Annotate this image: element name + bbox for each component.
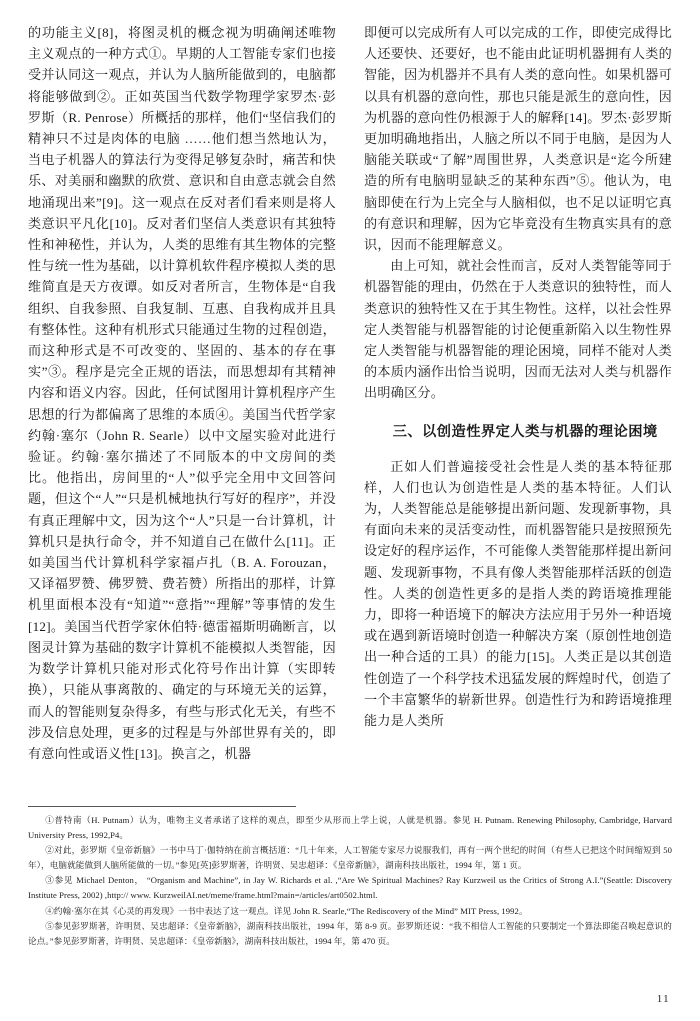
section-heading: 三、以创造性界定人类与机器的理论困境 xyxy=(392,423,658,440)
paragraph-section-opening: 正如人们普遍接受社会性是人类的基本特征那样，人们也认为创造性是人类的基本特征。人们认为，人类智能总是能够提出新问题、发现新事物，具有面向未来的灵活变动性，而机器智能只是按照预先设定好的程序运作，不可能像人类智能那样提出新问题、发现新事物，不具有像人类智能那样活跃的创造性。人类的创造性更多的是指人类的跨语境推理能力，即将一种语境下的解决方法应用于另外一种语境或在遇到新语境时创造一种解决方案（原创性地创造出一种合适的工具）的能力[15]。人类正是以其创造性创造了一个科学技术迅猛发展的辉煌时代，创造了一个丰富繁华的崭新世界。创造性行为和跨语境推理能力是人类所 xyxy=(364,458,672,729)
left-column xyxy=(28,22,336,792)
footnote-item: ⑤参见彭罗斯著，许明贤、吴忠超译：《皇帝新脑》，湖南科技出版社，1994 年，第 8-9 页。彭罗斯还说：“我不相信人工智能的只要制定一个算法即能召唤起意识的论点。”参见彭罗斯著，许明贤、吴忠超译：《皇帝新脑》，湖南科技出版社，1994 年，第 470 页。 xyxy=(28,921,672,946)
footnote-item: ②对此，彭罗斯《皇帝新脑》一书中马丁·伽特纳在前言概括道：“几十年来，人工智能专家尽力说服我们，再有一两个世纪的时间（有些人已把这个时间缩短到 50 年），电脑就能做到人脑所能做的一切。”参见[英]彭罗斯著，许明贤、吴忠超译：《皇帝新脑》，湖南科技出版社，1994 年，第 1 页。 xyxy=(28,845,672,870)
paragraph-continuation: 的功能主义[8]，将图灵机的概念视为明确阐述唯物主义观点的一种方式①。早期的人工智能专家们也接受并认同这一观点，并认为人脑所能做到的，电脑都将能够做到②。正如英国当代数学物理学家罗杰·彭罗斯（R. Penrose）所概括的那样，他们“坚信我们的精神只不过是肉体的电脑 ……他们想当然地认为，当电子机器人的算法行为变得足够复杂时，痛苦和快乐、对美丽和幽默的欣赏、意识和自由意志就会自然地涌现出来”[9]。这一观点在反对者们看来则是将人类意识平凡化[10]。反对者们坚信人类意识有其独特性和神秘性，并认为，人类的思维有其生物体的完整性与统一性为基础，以计算机软件程序模拟人类的思维简直是天方夜谭。如反对者所言，生物体是“自我组织、自我参照、自我复制、互惠、自我构成并且具有整体性。这种有机形式只能通过生物的过程创造，而这种形式是不可改变的、坚固的、基本的存在事实”③。程序是完全正规的语法，而思想却有其精神内容和语义内容。因此，任何试图用计算机程序产生思想的行为都偏离了思维的本质④。美国当代哲学家约翰·塞尔（John R. Searle）以中文屋实验对此进行验证。约翰·塞尔描述了不同版本的中文房间的类比。他指出，房间里的“人”似乎完全用中文回答问题，但这个“人”“只是机械地执行写好的程序”，并没有真正理解中文，因为这个“人”只是一台计算机，计算机只是执行命令，并不知道自己在做什么[11]。正如美国当代计算机科学家福卢扎（B. A. Forouzan，又译福罗赞、佛罗赞、费若赞）所指出的那样，计算机里面根本没有“知道”“意指”“理解”等事情的发生[12]。美国当代哲学家休伯特·德雷福斯明确断言，以图灵计算为基础的数字计算机不能模拟人类智能，因为数学计算机只能对形式化符号作出计算（实即转换），只能从事离散的、确定的与环境无关的运算，而人的智能则复杂得多，有些与形式化无关，有些不涉及信息处理，更多的过程是与外部世界有关的，即有意向性或语义性[13]。换言之，机器 xyxy=(28,25,336,761)
paragraph-continuation: 即便可以完成所有人可以完成的工作，即使完成得比人还要快、还要好，也不能由此证明机器拥有人类的智能，因为机器并不具有人类的意向性。如果机器可以具有机器的意向性，那也只能是派生的意向性，因为机器的意向性仍根源于人的解释[14]。罗杰·彭罗斯更加明确地指出，人脑之所以不同于电脑，是因为人脑能关联或“了解”周围世界，人类意识是“迄今所建造的所有电脑明显缺乏的某种东西”⑤。他认为，电脑即使在行为上完全与人脑相似，也不足以证明它真的有意识和理解，因为它毕竟没有生物真实具有的意识，因而不能理解意义。 xyxy=(364,25,672,253)
two-column-body xyxy=(28,22,672,792)
footnotes-block xyxy=(28,806,672,949)
footnote-item: ③参见 Michael Denton， “Organism and Machine”, in Jay W. Richards et al. ,“Are We Spiritual Machines? Ray Kurzweil us the Critics of Strong A.I.”(Seattle: Discovery Institute Press, 2002) ,http:// www. KurzweilAI.net/meme/frame.html?main=/articles/art0502.html. xyxy=(28,875,672,900)
paragraph-summary: 由上可知，就社会性而言，反对人类智能等同于机器智能的理由，仍然在于人类意识的独特性，而人类意识的独特性又在于其生物性。这样，以社会性界定人类智能与机器智能的讨论便重新陷入以生物性界定人类智能与机器智能的理论困境，同样不能对人类的本质内涵作出恰当说明，因而无法对人类与机器作出明确区分。 xyxy=(364,258,672,401)
footnote-item: ④约翰·塞尔在其《心灵的再发现》一书中表达了这一观点。详见 John R. Searle,“The Rediscovery of the Mind” MIT Press, 1992。 xyxy=(45,905,528,916)
page-number: 11 xyxy=(656,993,670,1005)
footnote-separator-rule xyxy=(28,806,296,807)
footnote-item: ①普特南（H. Putnam）认为，唯物主义者承诺了这样的观点，即至少从形而上学上说，人就是机器。参见 H. Putnam. Renewing Philosophy, Cambridge, Harvard University Press, 1992,P4。 xyxy=(28,815,672,840)
right-column xyxy=(364,22,672,792)
